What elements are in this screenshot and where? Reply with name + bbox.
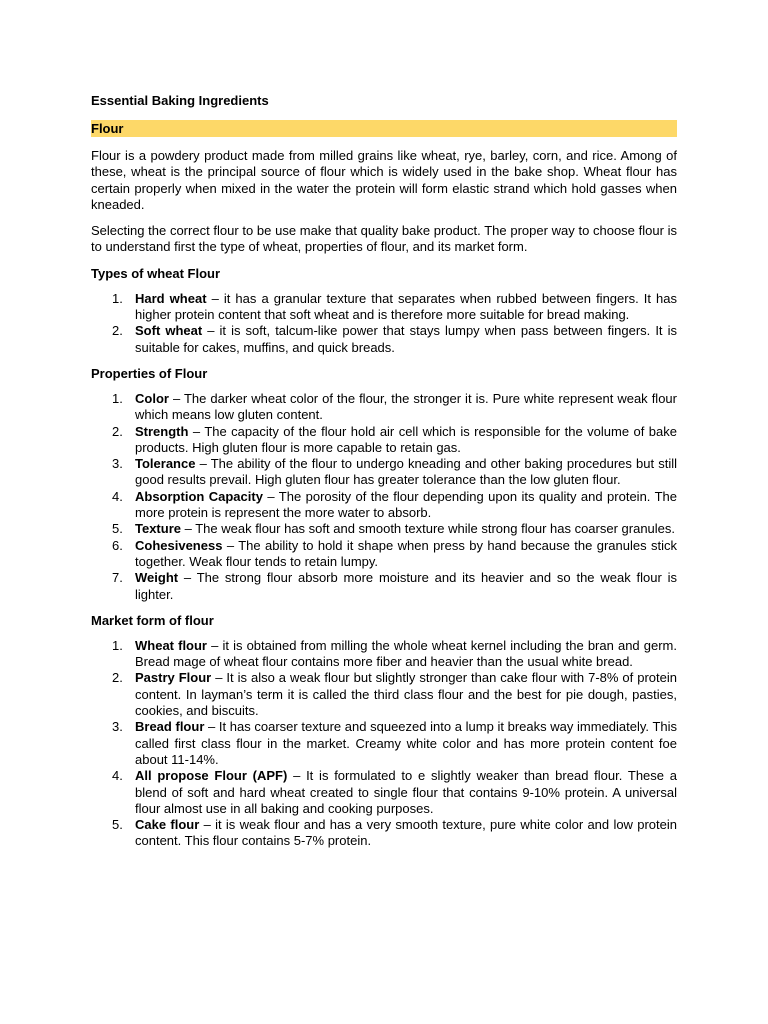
list-item: [91, 768, 677, 817]
list-number: 7.: [112, 570, 123, 586]
list-text: – The porosity of the flour depending upon its quality and protein. The more protein is represent the more water to absorb.: [135, 488, 677, 521]
list-number: 3.: [112, 719, 123, 735]
list-item: [91, 291, 677, 324]
list-term: Cohesiveness: [135, 537, 223, 553]
list-market-form: [91, 638, 677, 850]
list-item: [91, 817, 677, 850]
list-term: Hard wheat: [135, 290, 207, 306]
list-text: – The ability of the flour to undergo kneading and other baking procedures but still good results prevail. High gluten flour has greater tolerance than the low gluten flour.: [135, 456, 677, 488]
list-term: Tolerance: [135, 456, 196, 472]
list-term: Wheat flour: [135, 637, 207, 653]
list-types-of-wheat: [91, 291, 677, 356]
list-number: 2.: [112, 423, 123, 439]
list-text: – it is weak flour and has a very smooth texture, pure white color and low protein content. This flour contains 5-7% protein.: [135, 817, 677, 849]
list-term: Color: [135, 390, 169, 406]
list-term: Weight: [135, 570, 179, 586]
list-term: All propose Flour (APF): [135, 768, 288, 784]
list-text: – It has coarser texture and squeezed into a lump it breaks way immediately. This called first class flour in the market. Creamy white color and has more protein content foe about 11-14%.: [135, 719, 677, 767]
list-item: [91, 570, 677, 603]
list-item: [91, 456, 677, 489]
list-number: 1.: [112, 390, 123, 406]
subheading-properties-of-flour: Properties of Flour: [91, 365, 208, 381]
list-text: – It is formulated to e slightly weaker than bread flour. These a blend of soft and hard wheat created to single flour that contains 9-10% protein. A universal flour almost use in all baking and cooking purposes.: [135, 768, 677, 816]
document-title: Essential Baking Ingredients: [91, 93, 269, 108]
list-text: – It is also a weak flour but slightly stronger than cake flour with 7-8% of protein content. In layman’s term it is called the third class flour and the best for pie dough, pasties, cookies, and biscuits.: [135, 670, 677, 719]
list-text: – The ability to hold it shape when press by hand because the granules stick together. Weak flour tends to retain lumpy.: [135, 537, 677, 569]
list-properties-of-flour: [91, 391, 677, 603]
list-text: – The capacity of the flour hold air cell which is responsible for the volume of bake products. High gluten flour is more capable to retain gas.: [135, 423, 677, 455]
list-number: 5.: [112, 521, 123, 537]
list-text: – it is soft, talcum-like power that stays lumpy when pass between fingers. It is suitable for cakes, muffins, and quick breads.: [135, 323, 677, 355]
intro-paragraph: Flour is a powdery product made from milled grains like wheat, rye, barley, corn, and rice. Among of these, wheat is the principal source of flour which is widely used in the bake shop. Wheat flour has certain properly when mixed in the water the protein will form elastic strand which hold gasses when kneaded.: [91, 148, 677, 212]
list-item: [91, 719, 677, 768]
list-number: 4.: [112, 488, 123, 504]
list-term: Strength: [135, 423, 189, 439]
list-item: [91, 638, 677, 671]
intro-paragraph: Selecting the correct flour to be use make that quality bake product. The proper way to choose flour is to understand first the type of wheat, properties of flour, and its market form.: [91, 223, 677, 255]
list-item: [91, 424, 677, 457]
list-term: Cake flour: [135, 817, 200, 833]
list-item: [91, 670, 677, 719]
list-number: 1.: [112, 290, 123, 306]
subheading-market-form: Market form of flour: [91, 612, 214, 628]
list-term: Soft wheat: [135, 323, 203, 339]
list-item: [91, 538, 677, 571]
list-item: [91, 391, 677, 424]
list-term: Absorption Capacity: [135, 488, 263, 504]
list-term: Texture: [135, 521, 181, 537]
list-item: [91, 323, 677, 356]
document-body: [91, 93, 677, 850]
list-text: – it is obtained from milling the whole wheat kernel including the bran and germ. Bread mage of wheat flour contains more fiber and heavier than the usual white bread.: [135, 637, 677, 670]
list-text: – The weak flour has soft and smooth texture while strong flour has coarser granules.: [181, 521, 676, 537]
list-number: 1.: [112, 637, 123, 653]
list-item: [91, 489, 677, 522]
subheading-types-of-wheat: Types of wheat Flour: [91, 265, 221, 281]
list-number: 2.: [112, 323, 123, 339]
list-text: – The strong flour absorb more moisture and its heavier and so the weak flour is lighter.: [135, 570, 677, 602]
list-term: Bread flour: [135, 719, 205, 735]
list-item: [91, 521, 677, 537]
list-number: 2.: [112, 670, 123, 686]
list-number: 6.: [112, 537, 123, 553]
list-text: – it has a granular texture that separates when rubbed between fingers. It has higher protein content that soft wheat and is therefore more suitable for bread making.: [135, 290, 677, 323]
list-number: 5.: [112, 817, 123, 833]
list-number: 4.: [112, 768, 123, 784]
list-term: Pastry Flour: [135, 670, 212, 686]
list-text: – The darker wheat color of the flour, the stronger it is. Pure white represent weak flour which means low gluten content.: [135, 390, 677, 423]
list-number: 3.: [112, 456, 123, 472]
section-heading-flour: Flour: [91, 120, 677, 137]
